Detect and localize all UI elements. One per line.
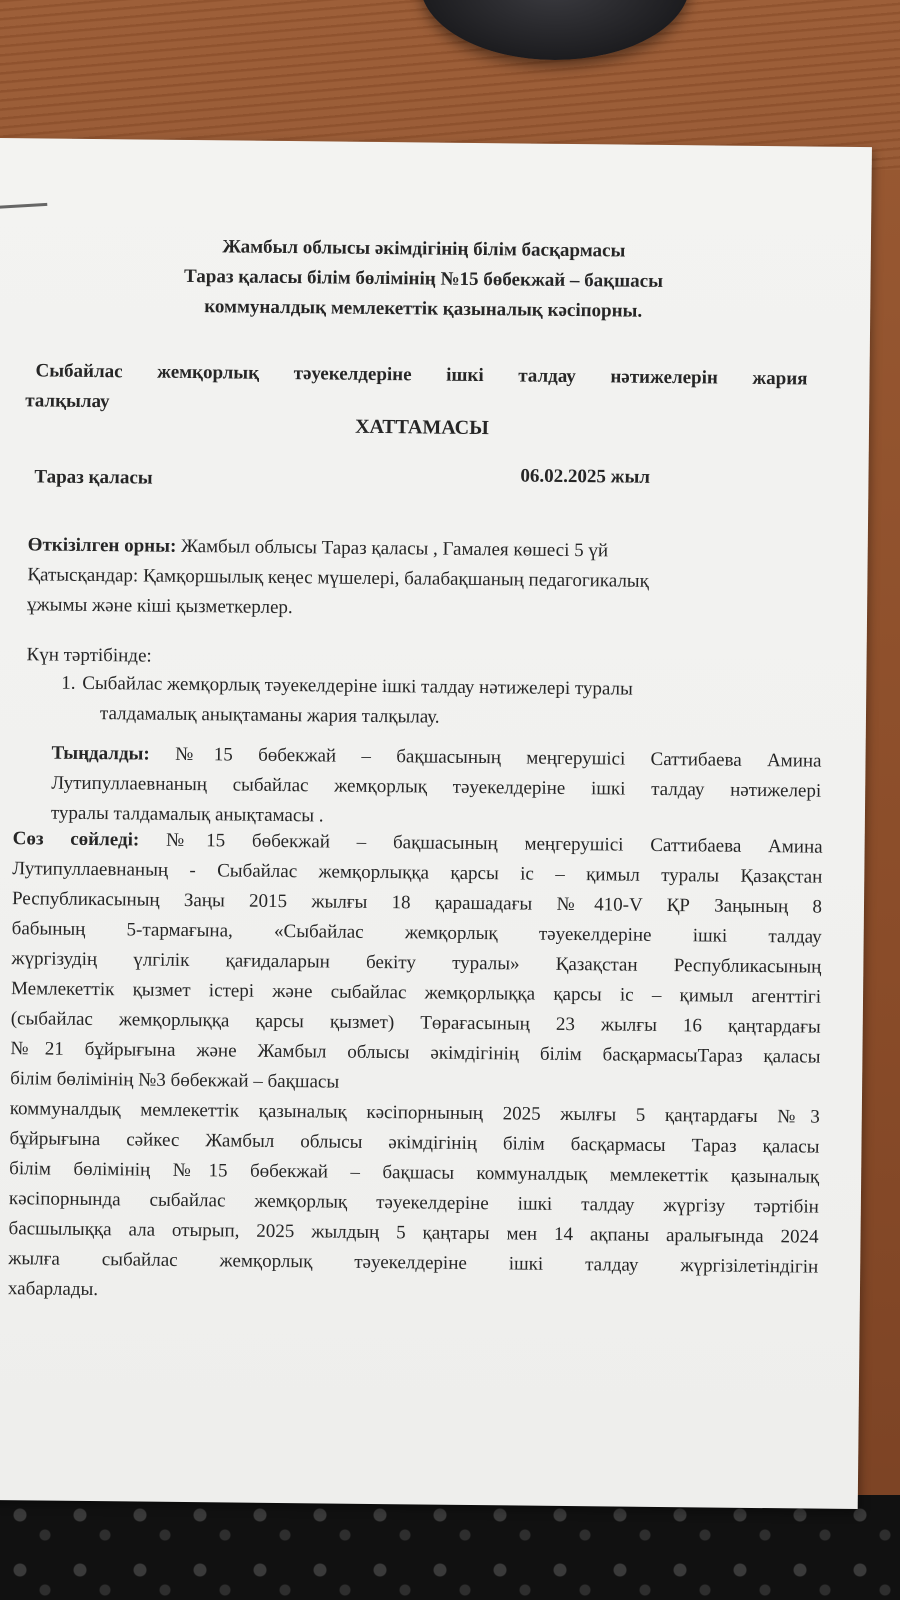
document-date: 06.02.2025 жыл xyxy=(520,465,651,488)
participants-line-2: ұжымы және кіші қызметкерлер. xyxy=(27,594,293,619)
participants-line-1: Қатысқандар: Қамқоршылық кеңес мүшелері, балабақшаның педагогикалық xyxy=(27,564,649,592)
agenda-item-line-1: 1. Сыбайлас жемқорлық тәуекелдеріне ішкі талдау нәтижелері туралы xyxy=(82,672,633,700)
patterned-fabric xyxy=(0,1495,900,1600)
spoke-line: (сыбайлас жемқорлыққа қарсы қызмет) Төрағасының 23 жылғы 16 қаңтардағы xyxy=(10,1008,821,1038)
listened-block xyxy=(51,739,822,837)
venue-value: Жамбыл облысы Тараз қаласы , Гамалея көшесі 5 үй xyxy=(176,535,609,562)
spoke-line: хабарлады. xyxy=(7,1278,99,1301)
topic-line-2: талқылау xyxy=(25,390,110,413)
agenda-list xyxy=(22,668,783,736)
listened-line-2: Лутипуллаевнаның сыбайлас жемқорлық тәуекелдеріне ішкі талдау нәтижелері xyxy=(51,772,822,802)
spoke-line: басшылыққа ала отырып, 2025 жылдың 5 қаңтары мен 14 ақпаны аралығында 2024 xyxy=(8,1218,819,1248)
spoke-line: Мемлекеттік қызмет істері және сыбайлас жемқорлыққа қарсы іс – қимыл агенттігі xyxy=(10,978,822,1008)
listened-line-1: Тыңдалды: №15 бөбекжай – бақшасының меңгерушісі Саттибаева Амина xyxy=(51,742,822,772)
venue-label: Өткізілген орны: xyxy=(27,534,177,557)
agenda-item-line-2: талдамалық анықтаманы жария талқылау. xyxy=(99,703,440,728)
spoke-line: №21 бұйрығына және Жамбыл облысы әкімдігінің білім басқармасыТараз қаласы xyxy=(10,1038,821,1068)
listened-line-3: туралы талдамалық анықтамасы . xyxy=(50,802,324,827)
document-page xyxy=(0,138,872,1509)
spoke-line: жүргізудің үлгілік қағидаларын бекіту туралы» Қазақстан Республикасының xyxy=(11,948,822,978)
spoke-label: Сөз сөйледі: xyxy=(12,828,140,851)
spoke-line: бұйрығына сәйкес Жамбыл облысы әкімдігінің білім басқармасы Тараз қаласы xyxy=(9,1128,820,1158)
spoke-line: бабының 5-тармағына, «Сыбайлас жемқорлық тәуекелдеріне ішкі талдау xyxy=(11,918,822,948)
header-line-3: коммуналдық мемлекеттік қазыналық кәсіпорны. xyxy=(204,296,643,322)
city: Тараз қаласы xyxy=(34,466,153,489)
header-line-2: Тараз қаласы білім бөлімінің №15 бөбекжай – бақшасы xyxy=(183,265,664,292)
spoke-line: білім бөлімінің №3 бөбекжай – бақшасы xyxy=(10,1068,340,1093)
staple-mark xyxy=(0,203,47,209)
spoke-line: жылға сыбайлас жемқорлық тәуекелдеріне ішкі талдау жүргізілетіндігін xyxy=(8,1248,819,1278)
document-title: ХАТТАМАСЫ xyxy=(355,415,489,440)
listened-label: Тыңдалды: xyxy=(51,742,150,765)
spoke-line: Республикасының Заңы 2015 жылғы 18 қарашадағы №410-V ҚР Заңының 8 xyxy=(11,888,823,918)
spoke-line: білім бөлімінің №15 бөбекжай – бақшасы коммуналдық мемлекеттік қазыналық xyxy=(9,1158,820,1188)
agenda-item xyxy=(80,669,783,736)
spoke-line: кәсіпорнында сыбайлас жемқорлық тәуекелдеріне ішкі талдау жүргізу тәртібін xyxy=(8,1188,819,1218)
spoke-line-1: Сөз сөйледі: №15 бөбекжай – бақшасының меңгерушісі Саттибаева Амина xyxy=(12,828,823,858)
participants xyxy=(27,560,828,628)
agenda-heading: Күн тәртібінде: xyxy=(26,644,152,667)
spoke-line: коммуналдық мемлекеттік қазыналық кәсіпорнының 2025 жылғы 5 қаңтардағы №3 xyxy=(9,1098,820,1128)
topic-line-1: Сыбайлас жемқорлық тәуекелдеріне ішкі талдау нәтижелерін жария xyxy=(35,360,808,390)
header-line-1: Жамбыл облысы әкімдігінің білім басқармасы xyxy=(222,236,626,262)
spoke-line: Лутипуллаевнаның - Сыбайлас жемқорлыққа қарсы іс – қимыл туралы Қазақстан xyxy=(12,858,823,888)
document-header xyxy=(0,230,849,329)
spoke-block xyxy=(8,824,823,1312)
